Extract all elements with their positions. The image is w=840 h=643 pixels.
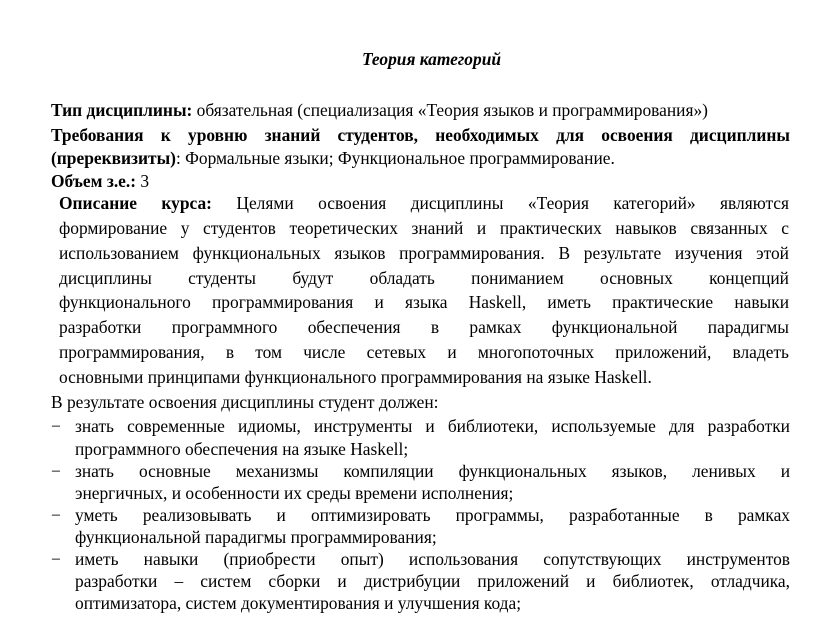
bullet-dash: − [51,461,61,481]
outcome-item-4-line-1: иметь навыки (приобрести опыт) использования сопутствующих инструментов [75,549,790,569]
discipline-type-label: Тип дисциплины: [51,100,193,120]
credits-label: Объем з.е.: [51,171,137,191]
bullet-dash: − [51,416,61,436]
document-title: Теория категорий [361,49,502,69]
discipline-type-value: обязательная (специализация «Теория языков и программирования») [192,100,708,120]
prerequisites-value: : Формальные языки; Функциональное программирование. [175,148,615,168]
credits-line [51,171,149,192]
description-line-7: программирования, в том числе сетевых и многопоточных приложений, владеть [59,342,789,362]
outcome-item-3-line-1: уметь реализовывать и оптимизировать программы, разработанные в рамках [75,505,790,525]
prerequisites-line [51,148,615,169]
prerequisites-heading: Требования к уровню знаний студентов, необходимых для освоения дисциплины [51,125,790,145]
outcome-item-1-line-2: программного обеспечения на языке Haskell; [75,439,409,459]
description-line-2: формирование у студентов теоретических знаний и практических навыков связанных с [59,218,789,238]
description-line-5: функционального программирования и языка Haskell, иметь практические навыки [59,292,789,312]
description-line-6: разработки программного обеспечения в рамках функциональной парадигмы [59,317,789,337]
bullet-dash: − [51,505,61,525]
outcome-item-1-line-1: знать современные идиомы, инструменты и библиотеки, используемые для разработки [75,416,790,436]
outcome-item-2-line-1: знать основные механизмы компиляции функциональных языков, ленивых и [75,461,790,481]
outcomes-intro: В результате освоения дисциплины студент должен: [51,392,439,412]
description-line-1: Описание курса: Целями освоения дисциплины «Теория категорий» являются [59,193,789,213]
description-line-8: основными принципами функционального программирования на языке Haskell. [59,367,652,387]
outcome-item-4-line-2: разработки – систем сборки и дистрибуции приложений и библиотек, отладчика, [75,571,790,591]
outcome-item-2-line-2: энергичных, и особенности их среды времени исполнения; [75,483,514,503]
bullet-dash: − [51,549,61,569]
description-line-3: использованием функциональных языков программирования. В результате изучения этой [59,243,789,263]
outcome-item-3-line-2: функциональной парадигмы программирования; [75,527,437,547]
description-label: Описание курса: [59,193,212,213]
prerequisites-label: (пререквизиты) [51,148,176,168]
discipline-type-line [51,100,708,121]
credits-value: 3 [136,171,150,191]
description-line-4: дисциплины студенты будут обладать пониманием основных концепций [59,268,789,288]
outcome-item-4-line-3: оптимизатора, систем документирования и улучшения кода; [75,593,522,613]
